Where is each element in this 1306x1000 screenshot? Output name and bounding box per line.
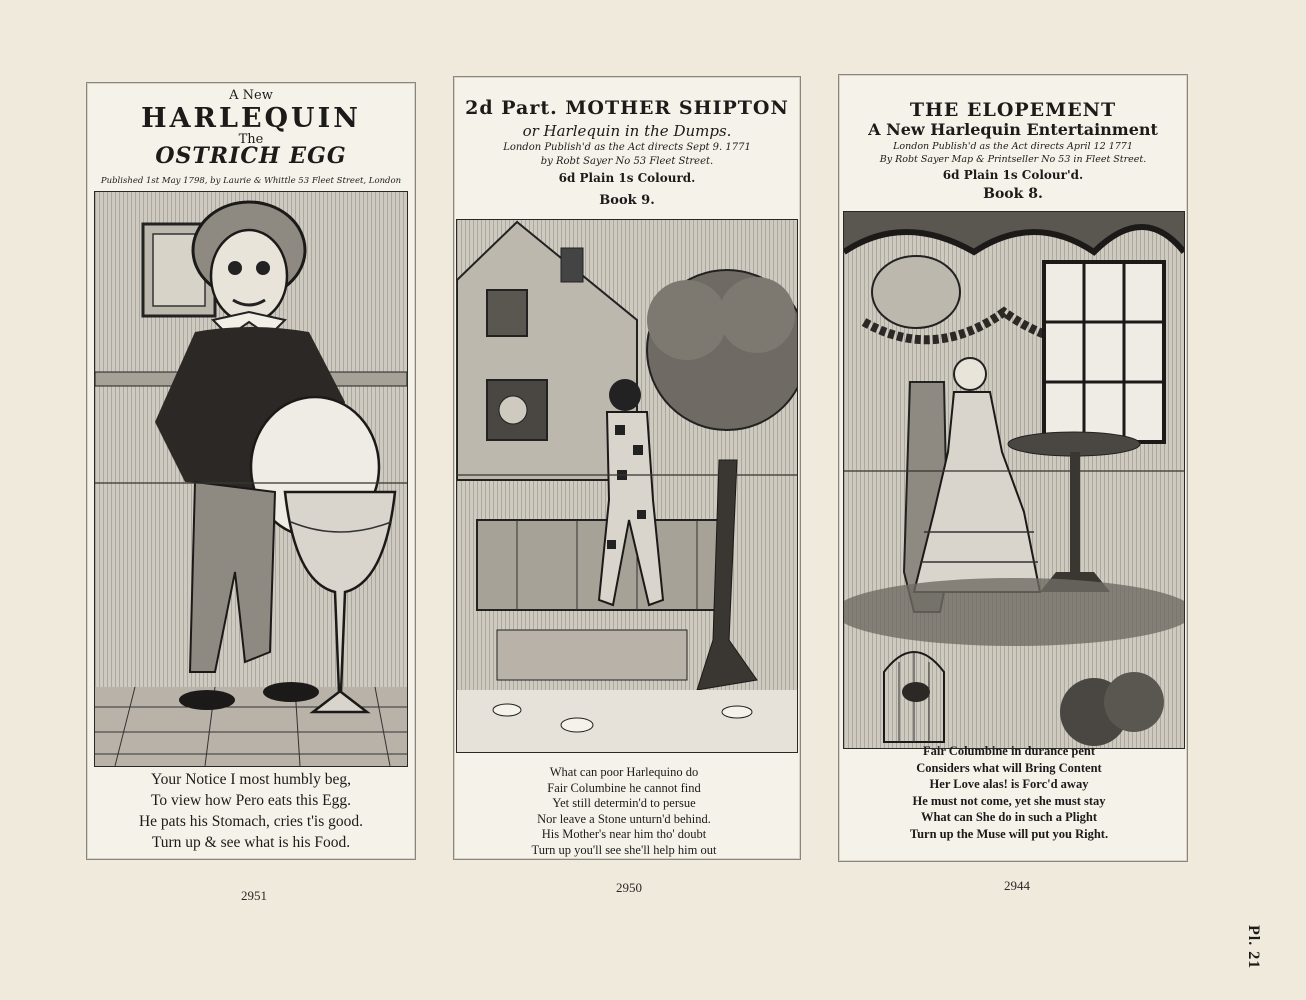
sheet-2951-subtitle: OSTRICH EGG xyxy=(155,143,347,169)
sheet-2950 xyxy=(453,76,801,860)
sheet-2950-imprint2: by Robt Sayer No 53 Fleet Street. xyxy=(540,156,714,167)
sheet-2944-subtitle: A New Harlequin Entertainment xyxy=(868,120,1158,139)
catalogue-number: 2951 xyxy=(241,888,267,903)
verse-line: Her Love alas! is Forc'd away xyxy=(929,777,1089,791)
verse-line: Turn up the Muse will put you Right. xyxy=(909,826,1109,841)
verse-line: Considers what will Bring Content xyxy=(916,760,1102,775)
verse-line: What can poor Harlequino do xyxy=(549,765,699,779)
verse-line: He pats his Stomach, cries t'is good. xyxy=(138,813,364,830)
sheet-2944-engraving xyxy=(843,211,1185,749)
sheet-2944-imprint1: London Publish'd as the Act directs April 12 1771 xyxy=(893,141,1133,152)
sheet-2951-imprint: Published 1st May 1798, by Laurie & Whittle 53 Fleet Street, London xyxy=(100,176,402,186)
verse-line: To view how Pero eats this Egg. xyxy=(151,792,351,809)
sheet-2944-book: Book 8. xyxy=(983,186,1043,202)
catalogue-number: 2944 xyxy=(1004,878,1030,893)
verse-line: Nor leave a Stone unturn'd behind. xyxy=(537,811,711,826)
sheet-2944-verse xyxy=(838,743,1187,842)
sheet-2950-price: 6d Plain 1s Colourd. xyxy=(558,171,696,185)
verse-line: Turn up & see what is his Food. xyxy=(151,834,351,851)
sheet-2950-verse xyxy=(453,765,800,858)
sheet-2950-imprint1: London Publish'd as the Act directs Sept 9. 1771 xyxy=(503,142,751,153)
sheet-2951-title: HARLEQUIN xyxy=(141,103,361,134)
verse-line: Your Notice I most humbly beg, xyxy=(151,771,351,788)
verse-line: He must not come, yet she must stay xyxy=(912,793,1106,808)
verse-line: Fair Columbine he cannot find xyxy=(547,780,701,795)
verse-line: Turn up you'll see she'll help him out xyxy=(531,842,717,857)
verse-line: Yet still determin'd to persue xyxy=(552,796,696,810)
plate-label: Pl. 21 xyxy=(1245,925,1262,970)
sheet-2944-price: 6d Plain 1s Colour'd. xyxy=(942,168,1084,182)
verse-line: What can She do in such a Plight xyxy=(920,810,1098,824)
sheet-2950-title: 2d Part. MOTHER SHIPTON xyxy=(465,97,789,119)
sheet-2951-line1: A New xyxy=(229,88,273,103)
catalogue-number: 2950 xyxy=(616,880,642,895)
sheet-2950-subtitle: or Harlequin in the Dumps. xyxy=(522,122,732,140)
sheet-2944 xyxy=(838,74,1188,862)
verse-line: His Mother's near him tho' doubt xyxy=(541,827,707,841)
verse-line: Fair Columbine in durance pent xyxy=(922,744,1095,758)
sheet-2950-engraving xyxy=(456,219,798,753)
sheet-2951 xyxy=(86,82,416,860)
sheet-2951-verse xyxy=(87,769,415,853)
sheet-2951-engraving xyxy=(94,191,408,767)
sheet-2950-book: Book 9. xyxy=(599,193,655,208)
sheet-2944-imprint2: By Robt Sayer Map & Printseller No 53 in Fleet Street. xyxy=(879,154,1147,165)
sheet-2944-title: THE ELOPEMENT xyxy=(909,99,1117,121)
sheet-2951-line3: The xyxy=(238,132,264,147)
